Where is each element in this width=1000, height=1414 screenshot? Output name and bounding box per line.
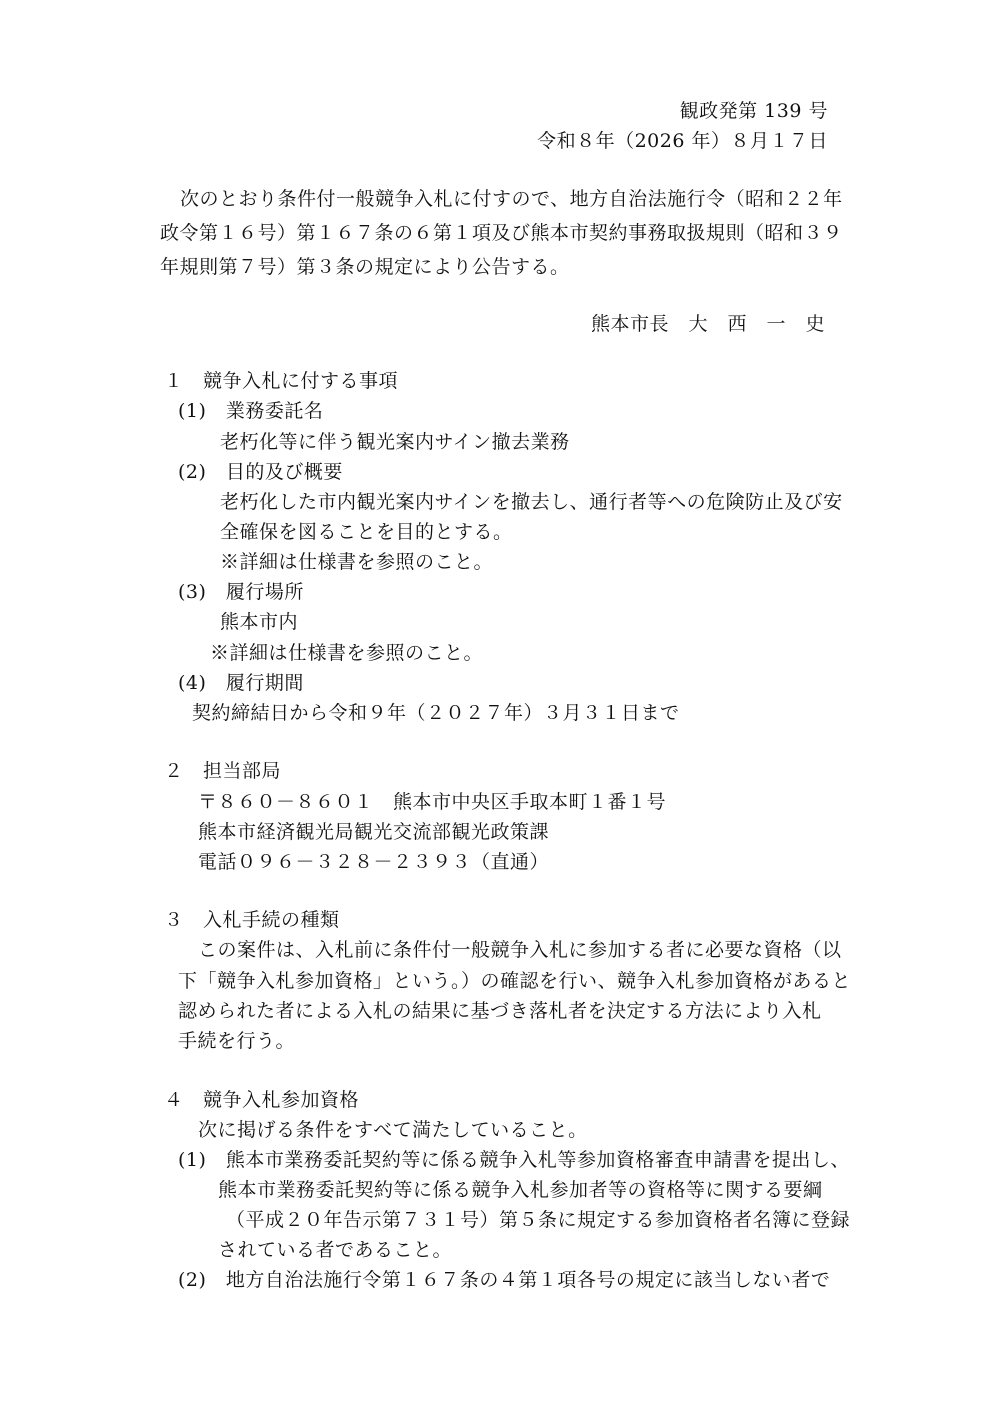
section-3-heading: ３ 入札手続の種類 <box>164 909 340 931</box>
section-1-item-2-label: (2) 目的及び概要 <box>178 461 343 483</box>
section-1-item-3-text: 熊本市内 <box>220 611 299 633</box>
section-1-item-1-label: (1) 業務委託名 <box>178 400 324 422</box>
section-1-item-1-text: 老朽化等に伴う観光案内サイン撤去業務 <box>220 431 570 453</box>
section-4-heading: ４ 競争入札参加資格 <box>164 1089 360 1111</box>
section-1-item-3-note: ※詳細は仕様書を参照のこと。 <box>210 642 484 664</box>
section-3-paragraph-line: 下「競争入札参加資格」という。）の確認を行い、競争入札参加資格があると <box>178 970 852 992</box>
section-1-item-2-note: ※詳細は仕様書を参照のこと。 <box>220 551 494 573</box>
section-1-item-2-text: 老朽化した市内観光案内サインを撤去し、通行者等への危険防止及び安 <box>220 491 843 513</box>
section-3-paragraph-line: 認められた者による入札の結果に基づき落札者を決定する方法により入札 <box>178 1000 822 1022</box>
section-4-intro: 次に掲げる条件をすべて満たしていること。 <box>198 1119 588 1141</box>
section-2-department: 熊本市経済観光局観光交流部観光政策課 <box>198 821 550 843</box>
section-4-item-1-line: (1) 熊本市業務委託契約等に係る競争入札等参加資格審査申請書を提出し、 <box>178 1149 850 1171</box>
intro-paragraph-line: 次のとおり条件付一般競争入札に付すので、地方自治法施行令（昭和２２年 <box>180 188 843 210</box>
section-2-address: 〒８６０－８６０１ 熊本市中央区手取本町１番１号 <box>198 791 667 813</box>
section-2-phone: 電話０９６－３２８－２３９３（直通） <box>198 851 550 873</box>
section-2-heading: ２ 担当部局 <box>164 760 282 782</box>
section-1-item-2-text: 全確保を図ることを目的とする。 <box>220 521 513 543</box>
section-1-item-4-text: 契約締結日から令和９年（２０２７年）３月３１日まで <box>192 702 680 724</box>
intro-paragraph-line: 年規則第７号）第３条の規定により公告する。 <box>160 256 570 278</box>
section-1-item-4-label: (4) 履行期間 <box>178 672 304 694</box>
document-date: 令和８年（2026 年）８月１７日 <box>537 130 828 152</box>
section-4-item-1-line: されている者であること。 <box>218 1239 453 1261</box>
issuer-name: 熊本市長 大 西 一 史 <box>590 313 825 335</box>
section-3-paragraph-line: 手続を行う。 <box>178 1030 296 1052</box>
section-4-item-1-line: 熊本市業務委託契約等に係る競争入札参加者等の資格等に関する要綱 <box>218 1179 823 1201</box>
section-1-heading: １ 競争入札に付する事項 <box>164 370 399 392</box>
section-3-paragraph-line: この案件は、入札前に条件付一般競争入札に参加する者に必要な資格（以 <box>198 939 842 961</box>
section-4-item-1-line: （平成２０年告示第７３１号）第５条に規定する参加資格者名簿に登録 <box>226 1209 851 1231</box>
section-4-item-2-line: (2) 地方自治法施行令第１６７条の４第１項各号の規定に該当しない者で <box>178 1269 831 1291</box>
document-number: 観政発第 139 号 <box>679 100 828 122</box>
section-1-item-3-label: (3) 履行場所 <box>178 581 304 603</box>
intro-paragraph-line: 政令第１６号）第１６７条の６第１項及び熊本市契約事務取扱規則（昭和３９ <box>160 222 843 244</box>
